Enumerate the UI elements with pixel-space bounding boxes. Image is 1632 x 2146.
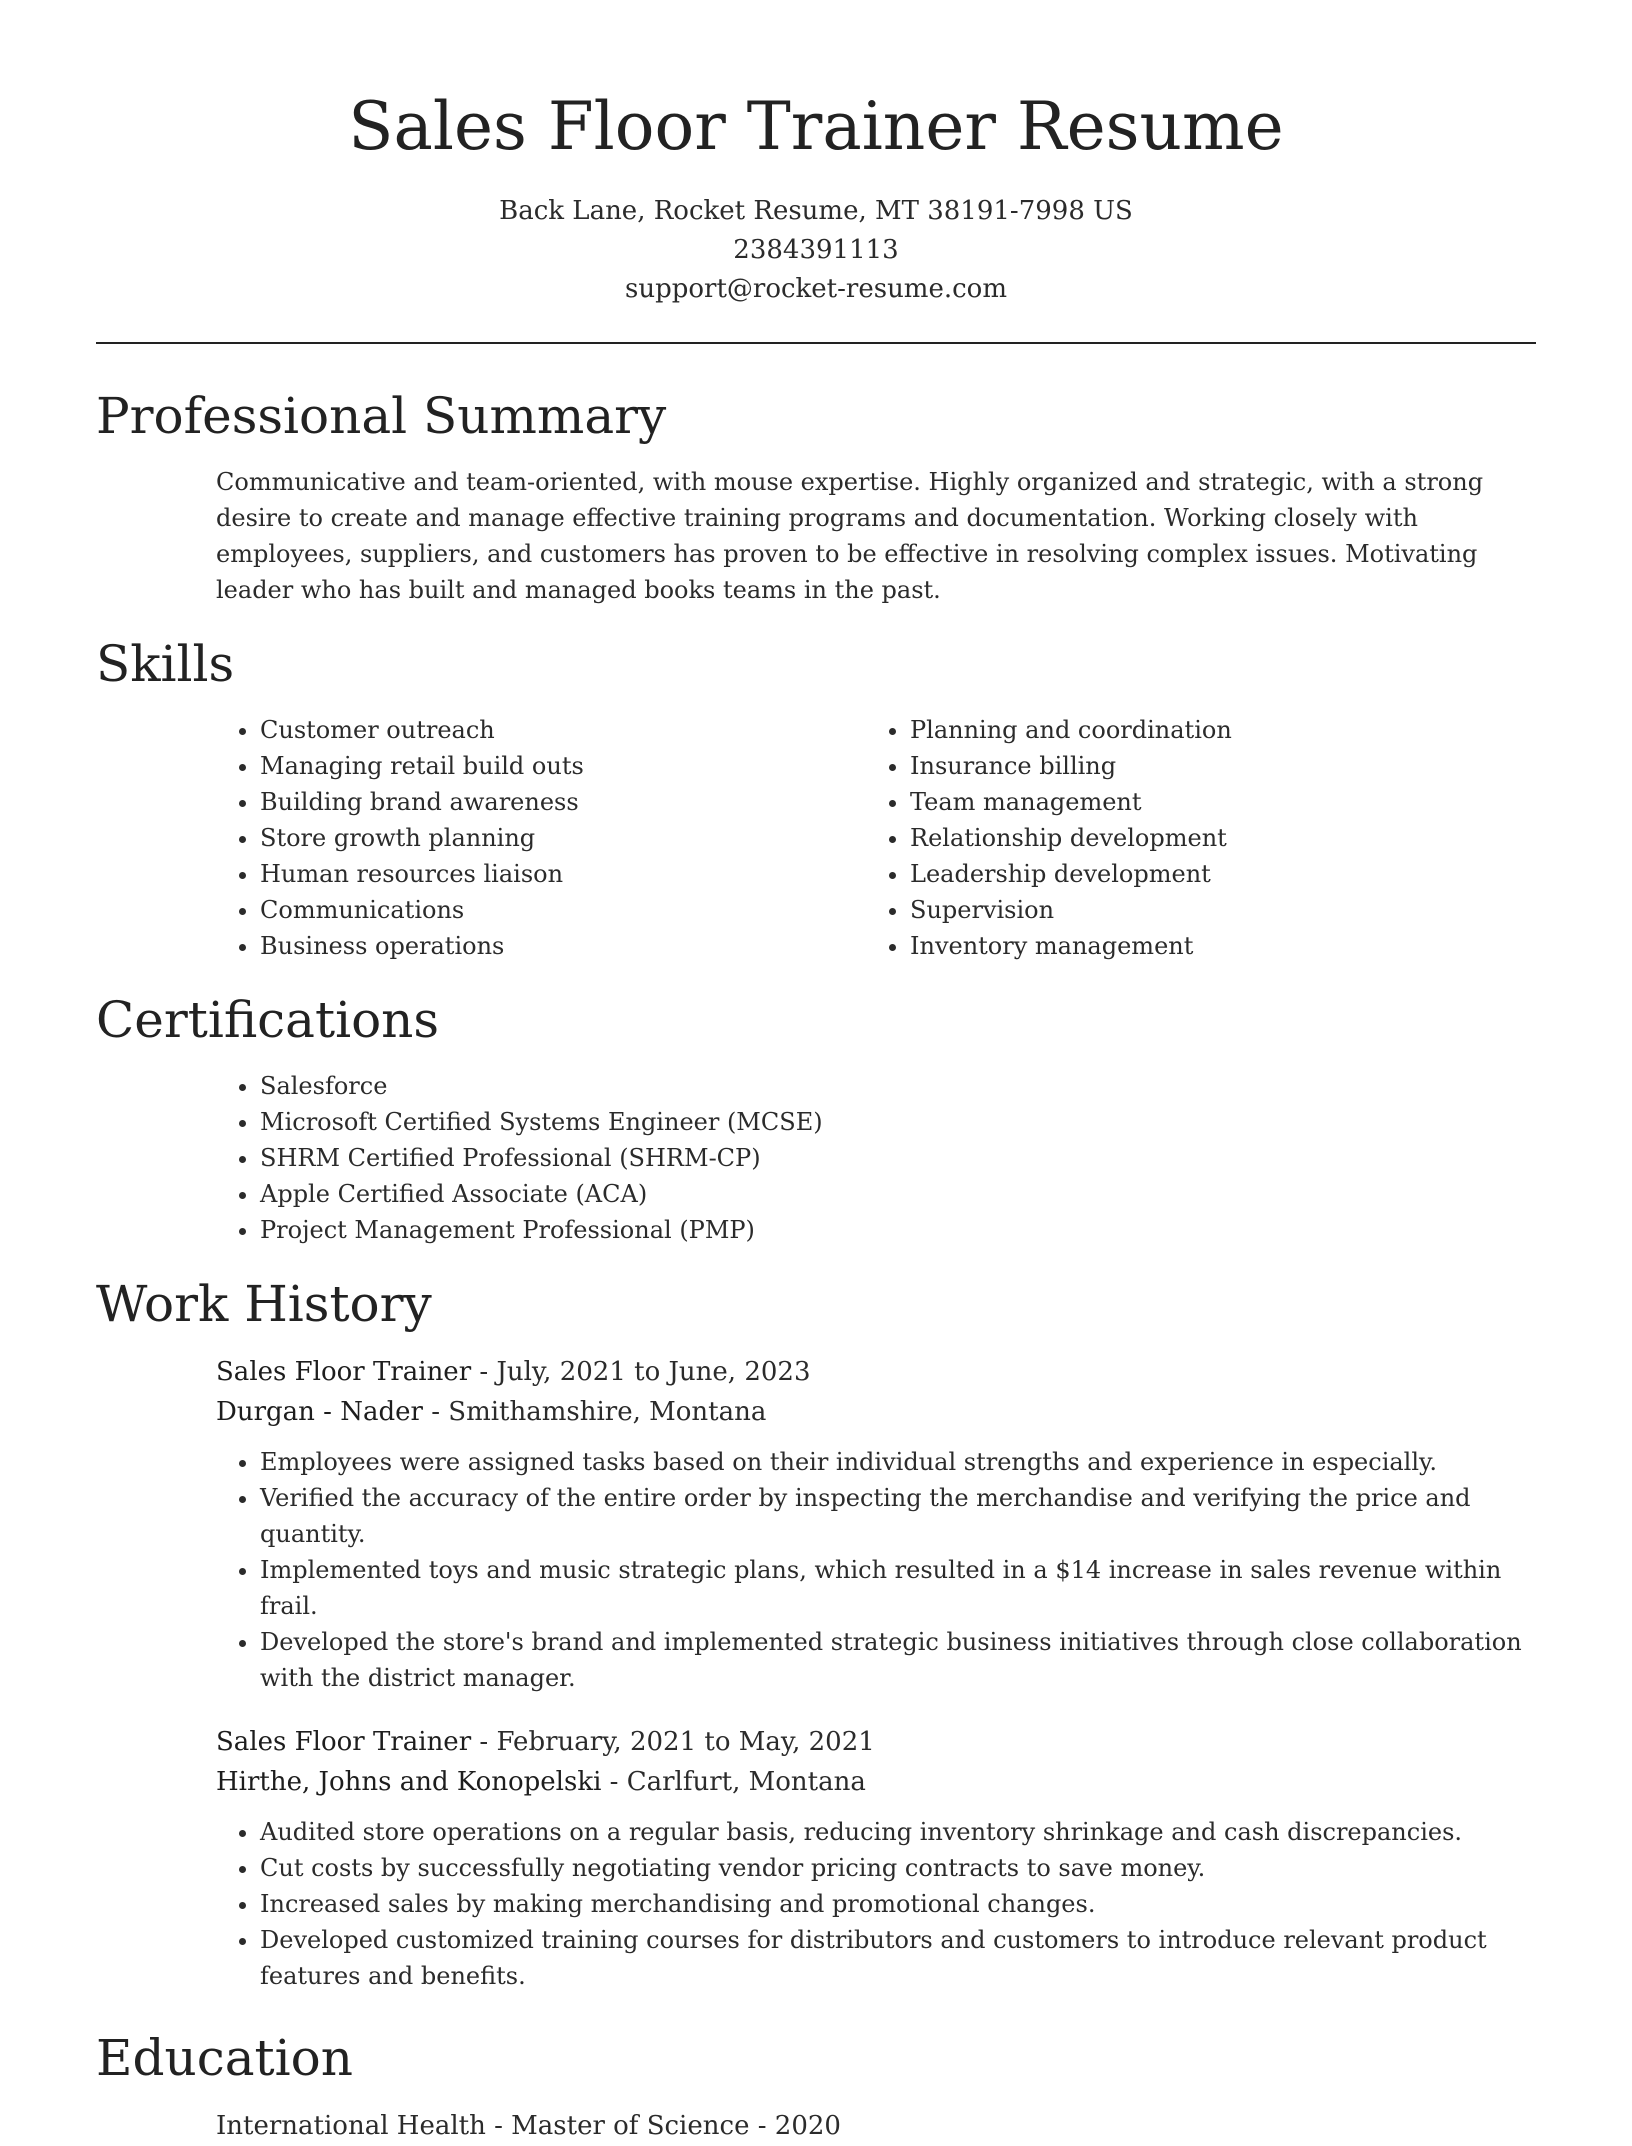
job-entry	[216, 1722, 1536, 1994]
skill-item: • Planning and coordination	[910, 712, 1516, 748]
job-location: - Carlfurt, Montana	[601, 1767, 866, 1797]
job-company-line	[216, 1392, 1536, 1432]
job-bullet: • Employees were assigned tasks based on their individual strengths and experience in especially.	[260, 1444, 1540, 1480]
work-history-section	[96, 1266, 1536, 1994]
job-bullet: • Increased sales by making merchandising and promotional changes.	[260, 1886, 1540, 1922]
skill-item: • Business operations	[260, 928, 866, 964]
skill-item: • Leadership development	[910, 856, 1516, 892]
education-section	[96, 2020, 1536, 2146]
skill-item: • Team management	[910, 784, 1516, 820]
summary-section	[96, 378, 1536, 608]
job-title: Sales Floor Trainer	[216, 1357, 472, 1387]
skills-left-list	[216, 712, 866, 964]
skills-heading: Skills	[96, 635, 235, 693]
education-line: International Health - Master of Science - 2020	[216, 2111, 841, 2141]
job-bullet: • Developed the store's brand and implemented strategic business initiatives through close collaboration with the district manager.	[260, 1624, 1540, 1696]
skill-item: • Communications	[260, 892, 866, 928]
job-dates: - February, 2021 to May, 2021	[471, 1727, 875, 1757]
job-company: Durgan - Nader	[216, 1397, 423, 1427]
summary-text: Communicative and team-oriented, with mouse expertise. Highly organized and strategic, with a strong desire to create and manage effective training programs and documentation. Working closely with employees, suppliers, and customers has proven to be effective in resolving complex issues. Motivating leader who has built and managed books teams in the past.	[216, 468, 1484, 604]
job-bullet: • Audited store operations on a regular basis, reducing inventory shrinkage and cash discrepancies.	[260, 1814, 1540, 1850]
resume-header	[0, 0, 1632, 309]
job-entry	[216, 1352, 1536, 1696]
job-title-line	[216, 1352, 1536, 1392]
skill-item: • Managing retail build outs	[260, 748, 866, 784]
job-bullet: • Verified the accuracy of the entire order by inspecting the merchandise and verifying the price and quantity.	[260, 1480, 1540, 1552]
certification-item: • Apple Certified Associate (ACA)	[260, 1176, 1536, 1212]
certifications-heading: Certifications	[96, 991, 440, 1049]
skill-item: • Store growth planning	[260, 820, 866, 856]
job-bullets	[216, 1444, 1536, 1696]
job-location: - Smithamshire, Montana	[422, 1397, 767, 1427]
skill-item: • Customer outreach	[260, 712, 866, 748]
certifications-section	[96, 982, 1536, 1248]
education-entry	[216, 2106, 1536, 2146]
education-heading: Education	[96, 2029, 353, 2087]
summary-heading: Professional Summary	[96, 387, 667, 445]
job-dates: - July, 2021 to June, 2023	[471, 1357, 811, 1387]
skill-item: • Supervision	[910, 892, 1516, 928]
skills-section	[96, 626, 1536, 964]
work-history-heading: Work History	[96, 1275, 432, 1333]
job-bullet: • Cut costs by successfully negotiating vendor pricing contracts to save money.	[260, 1850, 1540, 1886]
contact-phone: 2384391113	[733, 235, 899, 265]
certification-item: • SHRM Certified Professional (SHRM-CP)	[260, 1140, 1536, 1176]
resume-title: Sales Floor Trainer Resume	[348, 88, 1284, 165]
job-company: Hirthe, Johns and Konopelski	[216, 1767, 602, 1797]
skills-right-list	[866, 712, 1516, 964]
resume-body	[96, 378, 1536, 2146]
contact-block	[0, 192, 1632, 309]
certification-item: • Salesforce	[260, 1068, 1536, 1104]
skills-columns	[216, 712, 1536, 964]
skill-item: • Relationship development	[910, 820, 1516, 856]
skill-item: • Building brand awareness	[260, 784, 866, 820]
job-company-line	[216, 1762, 1536, 1802]
skill-item: • Insurance billing	[910, 748, 1516, 784]
job-bullets	[216, 1814, 1536, 1994]
certification-item: • Project Management Professional (PMP)	[260, 1212, 1536, 1248]
job-bullet: • Implemented toys and music strategic plans, which resulted in a $14 increase in sales revenue within frail.	[260, 1552, 1540, 1624]
contact-email: support@rocket-resume.com	[624, 274, 1007, 304]
certification-item: • Microsoft Certified Systems Engineer (MCSE)	[260, 1104, 1536, 1140]
job-title: Sales Floor Trainer	[216, 1727, 472, 1757]
skill-item: • Human resources liaison	[260, 856, 866, 892]
job-bullet: • Developed customized training courses for distributors and customers to introduce relevant product features and benefits.	[260, 1922, 1540, 1994]
header-divider	[96, 342, 1536, 344]
skill-item: • Inventory management	[910, 928, 1516, 964]
contact-address: Back Lane, Rocket Resume, MT 38191-7998 US	[499, 196, 1133, 226]
job-title-line	[216, 1722, 1536, 1762]
certifications-list	[216, 1068, 1536, 1248]
